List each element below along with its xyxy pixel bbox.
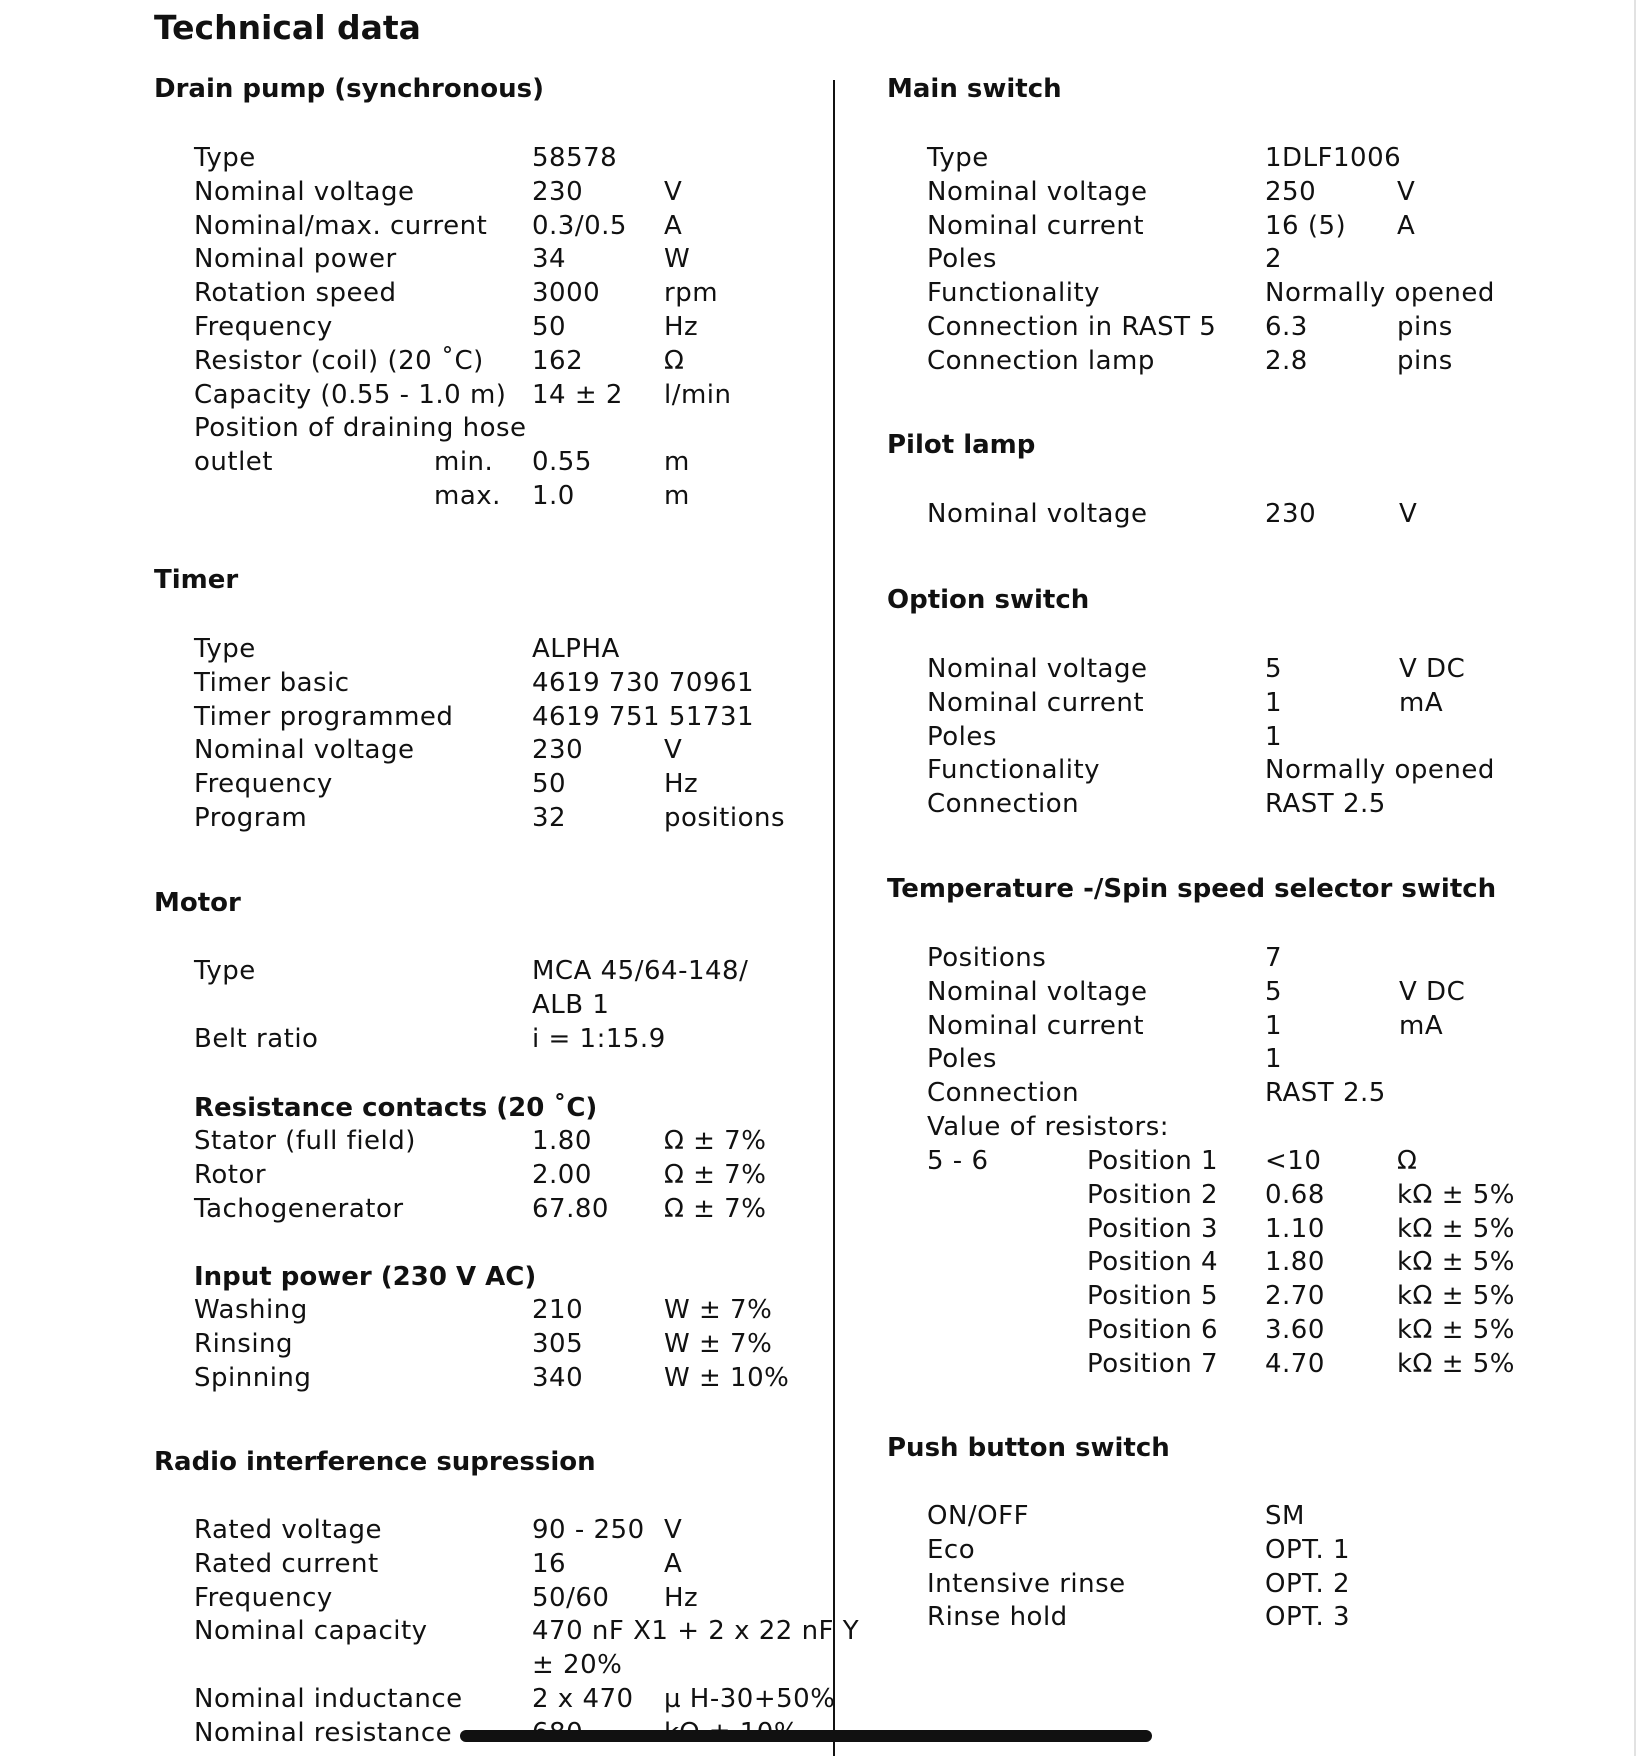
row-value: 7 [1265,943,1283,973]
row-unit: kΩ ± 5% [1397,1247,1515,1278]
row-value: Normally opened [1265,755,1495,786]
row-value: 1.0 [532,480,575,511]
row-value: 50 [532,311,567,342]
row-value: MCA 45/64-148/ [532,956,749,986]
row-label: Poles [927,244,997,275]
row-value: 90 - 250 [532,1515,645,1545]
row-unit: kΩ ± 5% [1397,1348,1515,1379]
row-value: OPT. 1 [1265,1534,1351,1565]
row-label: Resistor (coil) (20 ˚C) [194,345,484,376]
row-value: 50/60 [532,1582,610,1613]
row-label: Rotor [194,1159,267,1190]
row-value: RAST 2.5 [1265,789,1386,820]
row-unit: kΩ ± 5% [1397,1179,1515,1210]
row-value: ALB 1 [532,989,610,1020]
row-position: Position 2 [1087,1179,1219,1210]
push-button-title: Push button switch [887,1433,1170,1463]
row-label: Nominal voltage [194,735,415,766]
row-value: 67.80 [532,1193,609,1224]
row-value: 34 [532,244,567,275]
row-label: Connection in RAST 5 [927,311,1217,342]
row-label: Rated current [194,1548,379,1579]
row-label: Nominal voltage [194,176,415,207]
row-label: Functionality [927,278,1101,309]
row-label: Position of draining hose [194,413,527,443]
page-edge [1634,0,1636,1756]
row-unit: l/min [664,379,732,410]
row-unit: V [664,735,683,766]
row-value: 4.70 [1265,1348,1325,1379]
row-label: Type [927,143,989,173]
row-unit: Ω [1397,1146,1418,1176]
row-unit: m [664,480,690,511]
row-label: Frequency [194,1582,333,1613]
row-label: Positions [927,943,1047,973]
row-unit: A [664,210,683,241]
row-sublabel: min. [434,446,494,477]
row-label: Rotation speed [194,278,397,309]
timer-title: Timer [154,565,239,595]
row-value: 0.3/0.5 [532,210,627,241]
row-unit: positions [664,802,786,833]
row-unit: V [1397,176,1416,207]
pilot-lamp-title: Pilot lamp [887,430,1036,460]
row-label: Nominal voltage [927,976,1148,1007]
row-value: 5 [1265,976,1283,1007]
row-position: Position 7 [1087,1348,1219,1379]
row-unit: V DC [1399,654,1466,684]
row-value: 32 [532,802,567,833]
row-value: 0.55 [532,446,592,477]
row-value: 1.10 [1265,1213,1325,1244]
row-value: 1.80 [532,1126,592,1156]
row-value: 16 [532,1548,567,1579]
row-value: 4619 730 70961 [532,667,755,698]
row-unit: kΩ ± 5% [1397,1314,1515,1345]
row-unit: rpm [664,278,719,309]
row-label: Poles [927,721,997,752]
row-unit: V [664,176,683,207]
row-label: Rated voltage [194,1515,383,1545]
row-value: 5 [1265,654,1283,684]
row-unit: mA [1399,1010,1444,1041]
row-label: Nominal voltage [927,654,1148,684]
row-label: Timer basic [194,667,350,698]
row-unit: W ± 7% [664,1328,773,1359]
row-value: SM [1265,1501,1305,1531]
row-value: Normally opened [1265,278,1495,309]
row-label: Intensive rinse [927,1568,1126,1599]
row-unit: V [1399,499,1418,529]
row-unit: pins [1397,311,1453,342]
row-label: Frequency [194,311,333,342]
row-label: Eco [927,1534,976,1565]
row-label: Nominal current [927,1010,1145,1041]
row-unit: Ω ± 7% [664,1126,767,1156]
row-label: outlet [194,446,273,477]
input-power-title: Input power (230 V AC) [194,1262,537,1292]
row-unit: mA [1399,687,1444,718]
row-label: Nominal power [194,244,397,275]
row-value: 14 ± 2 [532,379,623,410]
row-value: OPT. 3 [1265,1602,1351,1633]
row-label: Nominal resistance [194,1717,453,1748]
row-value: i = 1:15.9 [532,1023,666,1054]
row-label: Type [194,956,256,986]
row-label: Frequency [194,769,333,800]
row-value: 6.3 [1265,311,1308,342]
row-label: Capacity (0.55 - 1.0 m) [194,379,507,410]
row-label: Nominal voltage [927,499,1148,529]
row-label: Stator (full field) [194,1126,416,1156]
row-unit: Ω ± 7% [664,1159,767,1190]
row-value: 210 [532,1295,584,1325]
row-value: 2 [1265,244,1283,275]
home-indicator-bar[interactable] [460,1730,1152,1742]
row-label: Connection lamp [927,345,1155,376]
page-title: Technical data [154,8,421,47]
row-value: 470 nF X1 + 2 x 22 nF Y [532,1616,860,1647]
drain-pump-title: Drain pump (synchronous) [154,74,544,104]
row-unit: V DC [1399,976,1466,1007]
row-label: Rinse hold [927,1602,1068,1633]
column-divider [833,80,835,1756]
row-value: RAST 2.5 [1265,1078,1386,1109]
row-label: Tachogenerator [194,1193,404,1224]
row-value: 230 [1265,499,1317,529]
row-value: 2.00 [532,1159,592,1190]
row-value: 230 [532,735,584,766]
row-value: 58578 [532,143,618,173]
row-unit: Hz [664,311,699,342]
row-unit: kΩ ± 5% [1397,1213,1515,1244]
row-unit: V [664,1515,683,1545]
row-label: Spinning [194,1362,312,1393]
row-value: 1DLF1006 [1265,143,1402,173]
row-value: 50 [532,769,567,800]
row-value: 305 [532,1328,584,1359]
row-value: 162 [532,345,584,376]
row-label: Connection [927,789,1080,820]
resistance-contacts-title: Resistance contacts (20 ˚C) [194,1093,598,1123]
main-switch-title: Main switch [887,74,1062,104]
row-label: Type [194,143,256,173]
row-value: 0.68 [1265,1179,1325,1210]
row-value: OPT. 2 [1265,1568,1351,1599]
row-value: <10 [1265,1146,1322,1176]
row-value: 1 [1265,1044,1283,1075]
row-position: Position 5 [1087,1281,1219,1312]
row-position: Position 4 [1087,1247,1219,1278]
row-position: Position 6 [1087,1314,1219,1345]
row-unit: W ± 7% [664,1295,773,1325]
row-sublabel: max. [434,480,501,511]
row-label: Timer programmed [194,701,454,732]
row-value: 4619 751 51731 [532,701,755,732]
row-label: Type [194,634,256,664]
row-label: Nominal current [927,687,1145,718]
row-value: 2 x 470 [532,1683,634,1714]
row-label: ON/OFF [927,1501,1030,1531]
row-unit: A [1397,210,1416,241]
option-switch-title: Option switch [887,585,1090,615]
row-label: 5 - 6 [927,1146,989,1176]
row-unit: W [664,244,691,275]
radio-title: Radio interference supression [154,1447,596,1477]
row-label: Nominal capacity [194,1616,428,1647]
row-unit: Hz [664,769,699,800]
row-value: ALPHA [532,634,620,664]
row-value: 230 [532,176,584,207]
row-label: Washing [194,1295,308,1325]
row-value: ± 20% [532,1650,623,1681]
row-unit: µ H-30+50% [664,1683,836,1714]
row-label: Value of resistors: [927,1112,1170,1142]
temp-switch-title: Temperature -/Spin speed selector switch [887,874,1497,904]
row-label: Functionality [927,755,1101,786]
row-label: Connection [927,1078,1080,1109]
row-label: Nominal/max. current [194,210,488,241]
row-label: Rinsing [194,1328,294,1359]
row-unit: Hz [664,1582,699,1613]
row-unit: W ± 10% [664,1362,790,1393]
row-value: 3000 [532,278,601,309]
row-label: Nominal voltage [927,176,1148,207]
row-unit: Ω ± 7% [664,1193,767,1224]
row-value: 1 [1265,687,1283,718]
row-label: Poles [927,1044,997,1075]
row-value: 340 [532,1362,584,1393]
row-unit: m [664,446,690,477]
row-value: 2.8 [1265,345,1308,376]
row-value: 16 (5) [1265,210,1347,241]
row-unit: pins [1397,345,1453,376]
row-value: 1 [1265,721,1283,752]
row-value: 1 [1265,1010,1283,1041]
row-value: 3.60 [1265,1314,1325,1345]
row-unit: Ω [664,345,685,376]
row-value: 250 [1265,176,1317,207]
row-label: Program [194,802,308,833]
row-label: Belt ratio [194,1023,319,1054]
row-unit: kΩ ± 5% [1397,1281,1515,1312]
row-value: 1.80 [1265,1247,1325,1278]
motor-title: Motor [154,888,241,918]
row-position: Position 3 [1087,1213,1219,1244]
row-unit: A [664,1548,683,1579]
row-value: 2.70 [1265,1281,1325,1312]
row-label: Nominal inductance [194,1683,463,1714]
row-label: Nominal current [927,210,1145,241]
row-position: Position 1 [1087,1146,1219,1176]
